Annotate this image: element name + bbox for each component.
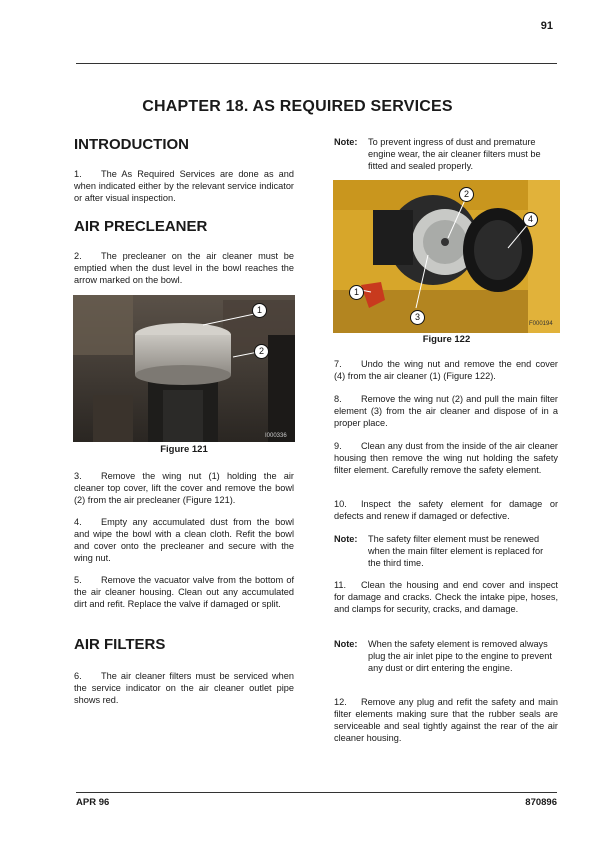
- chapter-title: CHAPTER 18. AS REQUIRED SERVICES: [142, 98, 453, 115]
- footer-doc-number: 870896: [525, 797, 557, 808]
- paragraph-text: Remove the vacuator valve from the bottom of the air cleaner housing. Clean out any accumulated dirt and refit. Replace the valve if damaged or split.: [74, 575, 294, 609]
- paragraph-number: 7.: [334, 359, 342, 369]
- paragraph-text: Inspect the safety element for damage or defects and renew if damaged or defective.: [334, 499, 558, 521]
- note-2: [334, 533, 558, 569]
- paragraph-text: Undo the wing nut and remove the end cover (4) from the air cleaner (1) (Figure 122).: [334, 359, 558, 381]
- header-rule: [76, 63, 557, 64]
- callout-4: 4: [523, 212, 538, 227]
- photo-code: F000194: [529, 321, 553, 327]
- note-1: [334, 136, 558, 172]
- paragraph-text: Empty any accumulated dust from the bowl and wipe the bowl with a clean cloth. Refit the bowl and cover onto the precleaner and secure with the wing nut.: [74, 517, 294, 563]
- figure-122-photo: [333, 180, 560, 333]
- note-text: To prevent ingress of dust and premature engine wear, the air cleaner filters must be fitted and sealed properly.: [368, 137, 541, 171]
- note-text: When the safety element is removed always plug the air inlet pipe to the engine to prevent any dust or dirt entering the engine.: [368, 639, 552, 673]
- paragraph-number: 3.: [74, 471, 82, 481]
- air-cleaner-illustration: [333, 180, 560, 333]
- paragraph-1: [74, 168, 294, 204]
- paragraph-number: 9.: [334, 441, 342, 451]
- figure-121-photo: [73, 295, 295, 442]
- footer-rule: [76, 792, 557, 793]
- paragraph-text: The precleaner on the air cleaner must be emptied when the dust level in the bowl reaches the arrow marked on the bowl.: [74, 251, 294, 285]
- callout-1: 1: [252, 303, 267, 318]
- paragraph-number: 1.: [74, 169, 82, 179]
- callout-1: 1: [349, 285, 364, 300]
- paragraph-10: [334, 498, 558, 522]
- callout-3: 3: [410, 310, 425, 325]
- paragraph-text: The air cleaner filters must be serviced when the service indicator on the air cleaner outlet pipe shows red.: [74, 671, 294, 705]
- paragraph-number: 10.: [334, 499, 347, 509]
- callout-2: 2: [459, 187, 474, 202]
- paragraph-number: 8.: [334, 394, 342, 404]
- paragraph-text: The As Required Services are done as and when indicated either by the relevant service indicator or after visual inspection.: [74, 169, 294, 203]
- paragraph-number: 4.: [74, 517, 82, 527]
- footer-date: APR 96: [76, 797, 110, 808]
- paragraph-text: Remove the wing nut (2) and pull the main filter element (3) from the air cleaner and dispose of in a proper place.: [334, 394, 558, 428]
- air-filters-heading: AIR FILTERS: [74, 636, 166, 653]
- paragraph-12: [334, 696, 558, 744]
- paragraph-text: Remove any plug and refit the safety and main filter elements making sure that the rubber seals are serviceable and seal tightly against the rear of the air cleaner housing.: [334, 697, 558, 743]
- air-precleaner-heading: AIR PRECLEANER: [74, 218, 208, 235]
- paragraph-text: Clean the housing and end cover and inspect for damage and cracks. Check the intake pipe, hoses, and clamps for security, cracks, and damage.: [334, 580, 558, 614]
- photo-code: I000336: [265, 433, 287, 439]
- figure-121-caption: Figure 121: [160, 444, 208, 455]
- note-3: [334, 638, 558, 674]
- callout-2: 2: [254, 344, 269, 359]
- paragraph-7: [334, 358, 558, 382]
- note-label: Note:: [334, 137, 358, 147]
- paragraph-3: [74, 470, 294, 506]
- paragraph-6: [74, 670, 294, 706]
- note-label: Note:: [334, 639, 358, 649]
- paragraph-number: 12.: [334, 697, 347, 707]
- paragraph-number: 5.: [74, 575, 82, 585]
- page-number: 91: [540, 20, 553, 32]
- figure-122-caption: Figure 122: [422, 334, 471, 345]
- paragraph-2: [74, 250, 294, 286]
- paragraph-9: [334, 440, 558, 476]
- paragraph-text: Clean any dust from the inside of the air cleaner housing then remove the wing nut holding the safety filter element. Carefully remove the safety element.: [334, 441, 558, 475]
- paragraph-number: 6.: [74, 671, 82, 681]
- note-label: Note:: [334, 534, 358, 544]
- paragraph-text: Remove the wing nut (1) holding the air cleaner top cover, lift the cover and remove the bowl (2) from the air precleaner (Figure 121).: [74, 471, 294, 505]
- note-text: The safety filter element must be renewed when the main filter element is replaced for the third time.: [368, 534, 544, 568]
- paragraph-number: 2.: [74, 251, 82, 261]
- paragraph-number: 11.: [334, 580, 347, 590]
- paragraph-4: [74, 516, 294, 564]
- paragraph-8: [334, 393, 558, 429]
- paragraph-11: [334, 579, 558, 615]
- introduction-heading: INTRODUCTION: [74, 136, 189, 153]
- paragraph-5: [74, 574, 294, 610]
